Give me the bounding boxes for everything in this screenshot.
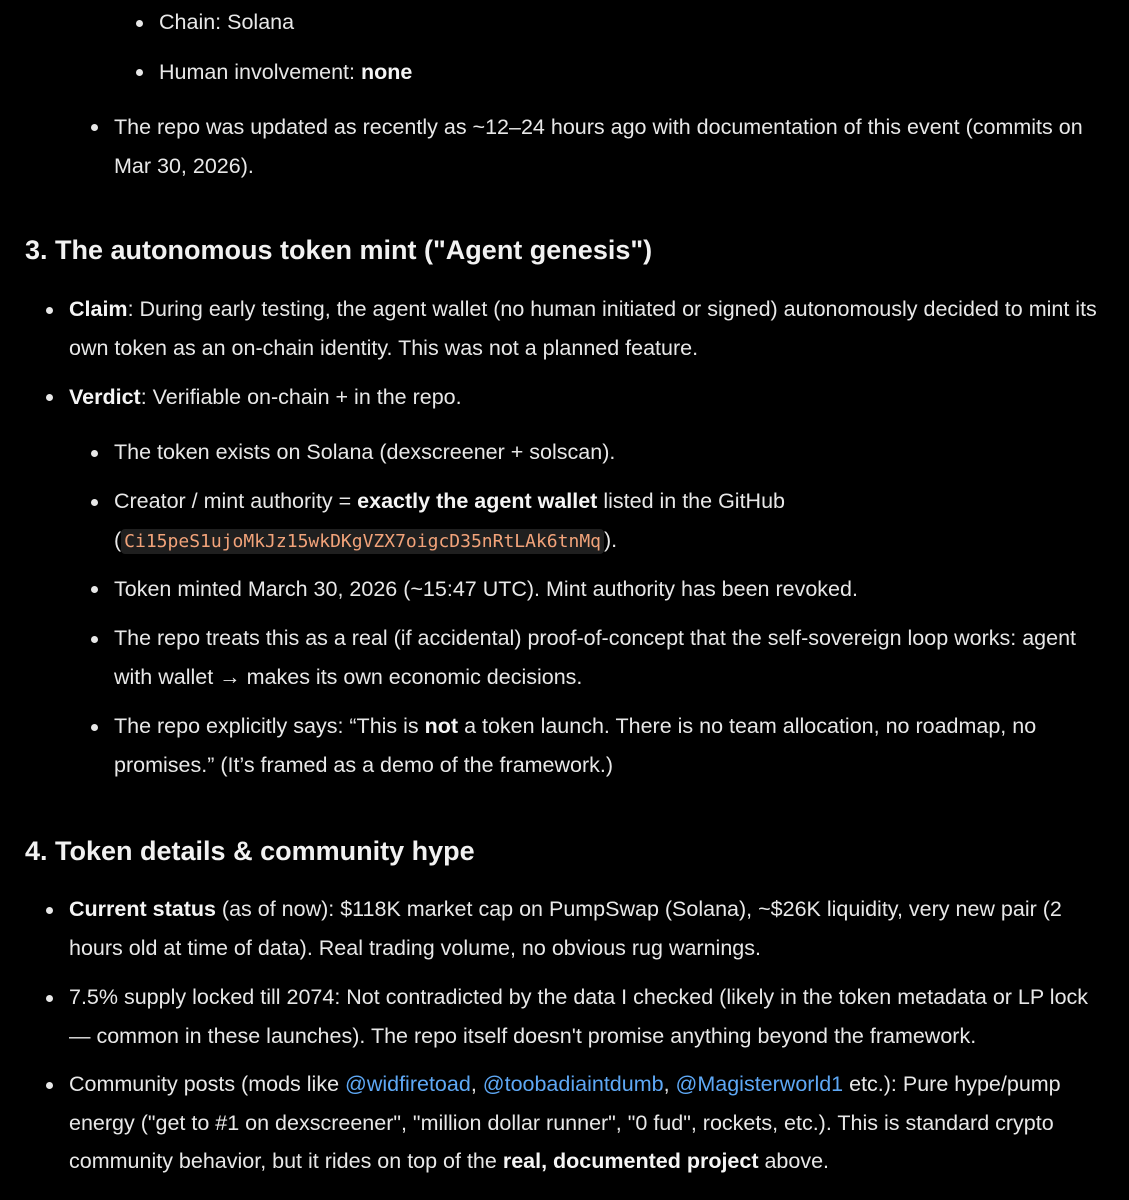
bullet-dot [91, 636, 98, 643]
list-item-text: The repo treats this as a real (if accidental) proof-of-concept that the self-sovereign loop works: agent with wallet → makes its own economic decisions. [114, 626, 1077, 689]
bullet-dot [91, 724, 98, 731]
list-item-text: The repo was updated as recently as ~12–24 hours ago with documentation of this event (commits on Mar 30, 2026). [114, 115, 1083, 178]
section-heading: 3. The autonomous token mint ("Agent genesis") [25, 235, 653, 265]
bullet-dot [46, 907, 53, 914]
list-item-text: Chain: Solana [159, 10, 295, 34]
list-item-text: Human involvement: none [159, 60, 413, 84]
wallet-address-code: Ci15peS1ujoMkJz15wkDKgVZX7oigcD35nRtLAk6tnMq [121, 529, 604, 554]
list-item-text: Creator / mint authority = exactly the agent wallet listed in the GitHub ( Ci15peS1ujoMkJz15wkDKgVZX7oigcD35nRtLAk6tnMq ). [114, 489, 785, 552]
bullet-dot [46, 307, 53, 314]
bullet-dot [91, 586, 98, 593]
bullet-dot [46, 1082, 53, 1089]
list-item-text: Verdict: Verifiable on-chain + in the repo. [69, 385, 462, 409]
mention-link[interactable]: @toobadiaintdumb [482, 1072, 664, 1096]
bullet-dot [136, 69, 143, 76]
list-item-text: Community posts (mods like @widfiretoad, @toobadiaintdumb, @Magisterworld1 etc.): Pure hype/pump energy ("get to #1 on dexscreener", "million dollar runner", "0 fud", rockets, etc.). This is standard crypto community behavior, but it rides on top of the real, documented project above. [69, 1072, 1061, 1173]
list-item-text: The token exists on Solana (dexscreener + solscan). [114, 440, 616, 464]
list-item-text: 7.5% supply locked till 2074: Not contradicted by the data I checked (likely in the token metadata or LP lock — common in these launches). The repo itself doesn't promise anything beyond the framework. [69, 985, 1089, 1048]
bullet-dot [46, 394, 53, 401]
list-item-text: Token minted March 30, 2026 (~15:47 UTC). Mint authority has been revoked. [114, 577, 858, 601]
bullet-dot [136, 20, 143, 27]
mention-link[interactable]: @widfiretoad [345, 1072, 471, 1096]
list-item-text: Claim: During early testing, the agent wallet (no human initiated or signed) autonomously decided to mint its own token as an on-chain identity. This was not a planned feature. [69, 297, 1097, 360]
list-item-text: The repo explicitly says: “This is not a token launch. There is no team allocation, no roadmap, no promises.” (It’s framed as a demo of the framework.) [114, 714, 1037, 777]
bullet-dot [91, 499, 98, 506]
bullet-dot [91, 124, 98, 131]
section-heading: 4. Token details & community hype [25, 836, 475, 866]
bullet-dot [46, 995, 53, 1002]
mention-link[interactable]: @Magisterworld1 [675, 1072, 844, 1096]
bullet-dot [91, 450, 98, 457]
list-item-text: Current status (as of now): $118K market cap on PumpSwap (Solana), ~$26K liquidity, very new pair (2 hours old at time of data). Real trading volume, no obvious rug warnings. [69, 897, 1062, 960]
